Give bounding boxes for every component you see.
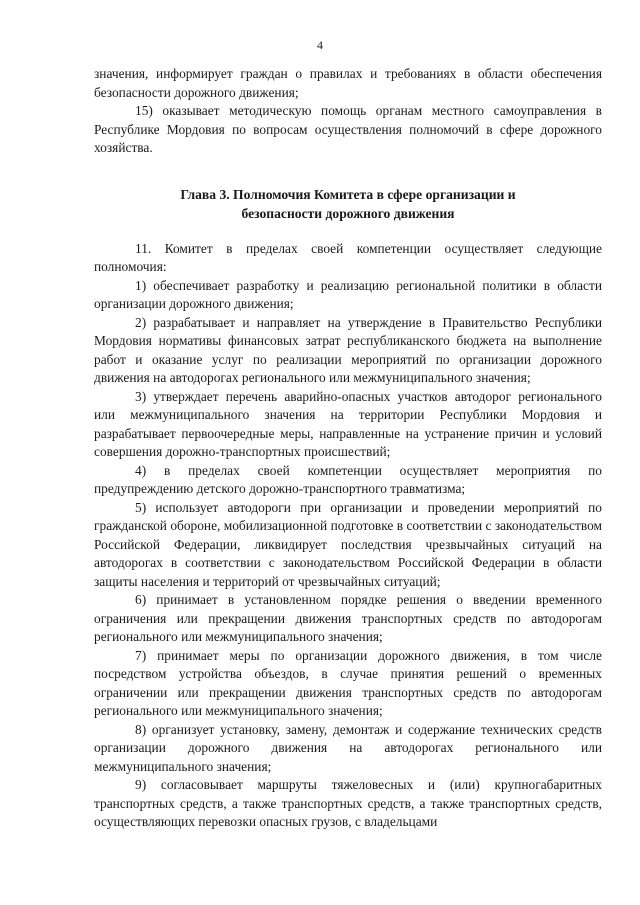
paragraph-item-4: 4) в пределах своей компетенции осуществляет мероприятия по предупреждению детского дорожно-транспортного травматизма;	[94, 462, 602, 496]
paragraph-item-9: 9) согласовывает маршруты тяжеловесных и (или) крупногабаритных транспортных средств, а также транспортных средств, а также транспортных средств, осуществляющих перевозки опасных грузов, с владельцами	[94, 777, 602, 829]
document-body	[94, 65, 602, 832]
paragraph-item-2: 2) разрабатывает и направляет на утверждение в Правительство Республики Мордовия нормативы финансовых затрат республиканского бюджета на выполнение работ и оказание услуг по реализации мероприятий по организации дорожного движения на автодорогах регионального или межмуниципального значения;	[94, 314, 602, 385]
paragraph-item-15: 15) оказывает методическую помощь органам местного самоуправления в Республике Мордовия по вопросам осуществления полномочий в сфере дорожного хозяйства.	[94, 103, 602, 155]
paragraph-continuation: значения, информирует граждан о правилах и требованиях в области обеспечения безопасности дорожного движения;	[94, 66, 602, 100]
chapter-heading-line-2: безопасности дорожного движения	[241, 205, 455, 221]
paragraph-section-11: 11. Комитет в пределах своей компетенции осуществляет следующие полномочия:	[94, 240, 602, 274]
paragraph-item-6: 6) принимает в установленном порядке решения о введении временного ограничения или прекращении движения транспортных средств по автодорогам регионального или межмуниципального значения;	[94, 592, 602, 644]
paragraph-item-3: 3) утверждает перечень аварийно-опасных участков автодорог регионального или межмуниципального значения на территории Республики Мордовия и разрабатывает первоочередные меры, направленные на устранение причин и условий совершения дорожно-транспортных происшествий;	[94, 388, 602, 459]
paragraph-item-5: 5) использует автодороги при организации и проведении мероприятий по гражданской обороне, мобилизационной подготовке в соответствии с законодательством Российской Федерации, ликвидирует последствия чрезвычайных ситуаций на автодорогах в соответствии с законодательством Российской Федерации в области защиты населения и территорий от чрезвычайных ситуаций;	[94, 499, 602, 589]
chapter-heading	[94, 185, 602, 223]
paragraph-item-1: 1) обеспечивает разработку и реализацию региональной политики в области организации дорожного движения;	[94, 277, 602, 311]
chapter-heading-line-1: Глава 3. Полномочия Комитета в сфере организации и	[180, 186, 516, 202]
paragraph-item-7: 7) принимает меры по организации дорожного движения, в том числе посредством устройства объездов, в случае принятия решений о временных ограничении или прекращении движения транспортных средств по автодорогам регионального или межмуниципального значения;	[94, 647, 602, 718]
page-number: 4	[317, 38, 323, 52]
paragraph-item-8: 8) организует установку, замену, демонтаж и содержание технических средств организации дорожного движения на автодорогах регионального или межмуниципального значения;	[94, 721, 602, 774]
